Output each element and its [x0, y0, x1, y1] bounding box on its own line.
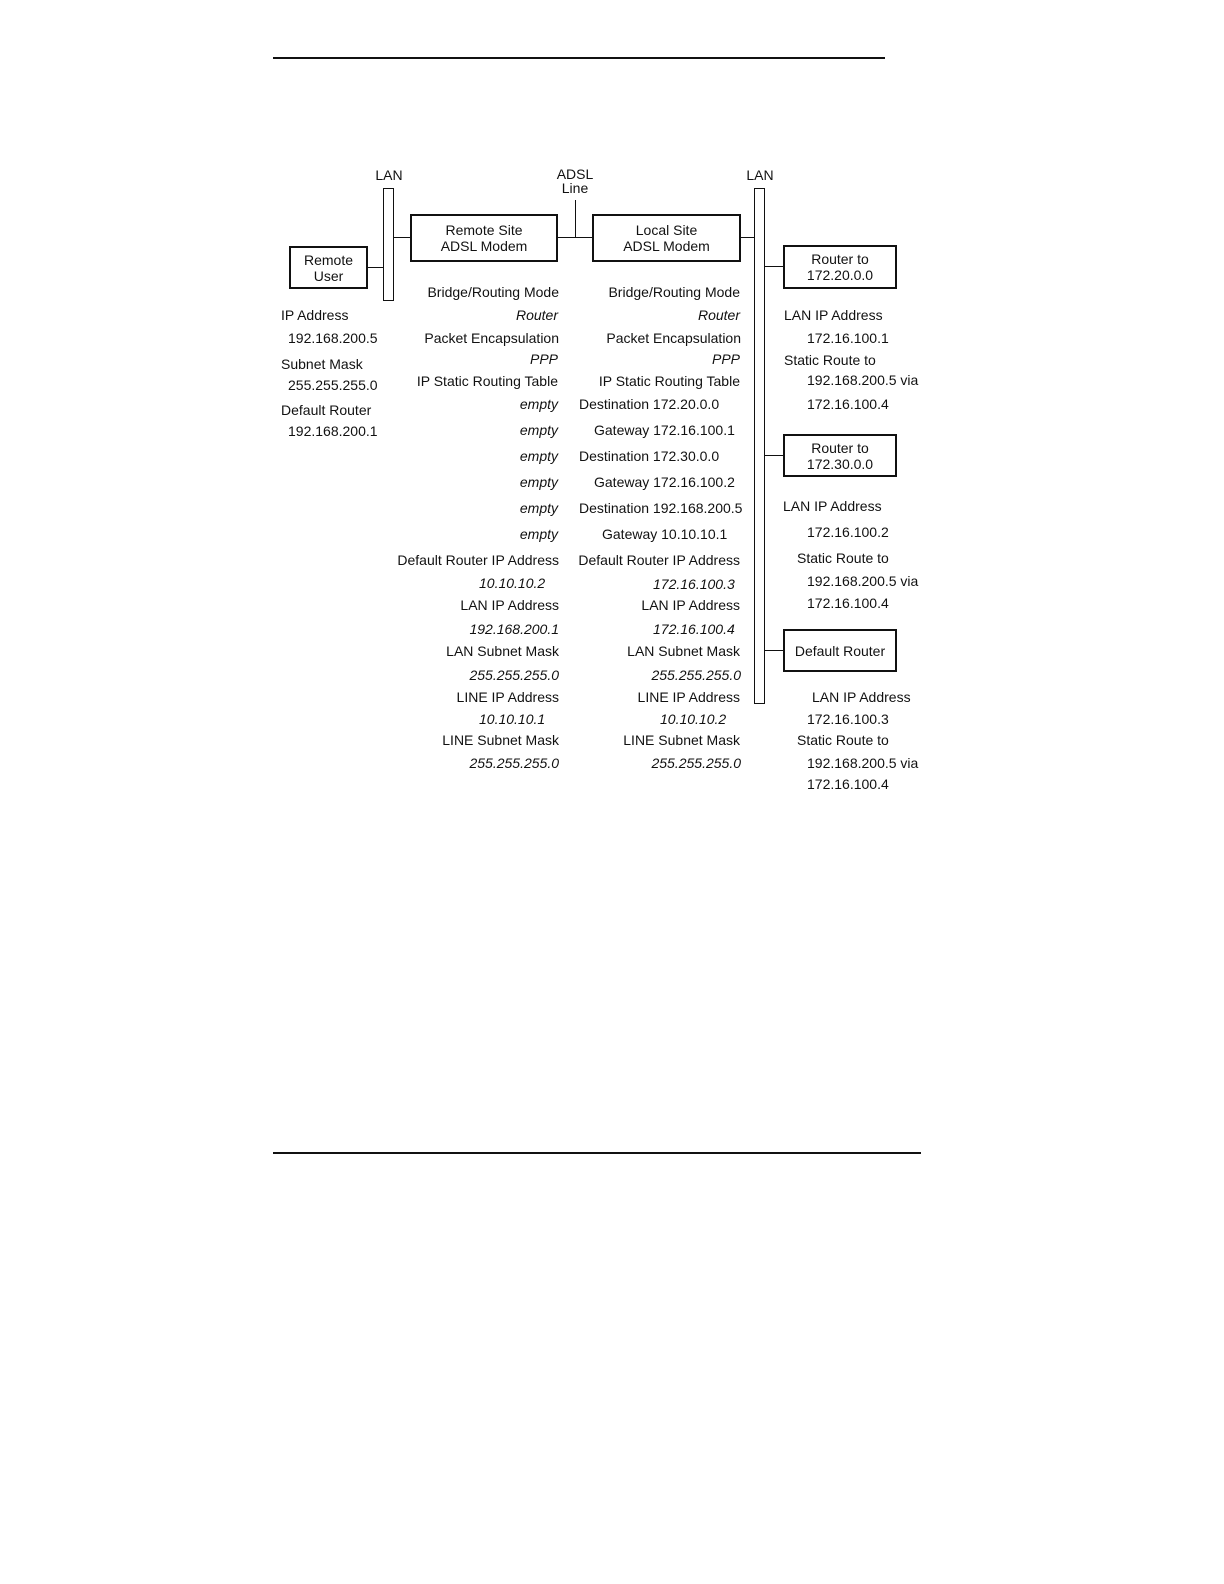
local-modem-route-entry: Gateway 172.16.100.2: [594, 474, 735, 490]
remote-modem-route-entry: empty: [519, 526, 558, 542]
link-adsl-line: [557, 237, 593, 238]
local-modem-line-subnet-value: 255.255.255.0: [651, 755, 741, 771]
link-local-modem-lan: [740, 237, 755, 238]
local-modem-route-entry: Destination 172.20.0.0: [579, 396, 720, 412]
remote-modem-lan-subnet-value: 255.255.255.0: [469, 667, 559, 683]
router-1-box: [783, 245, 897, 289]
default-router-route-gw: 172.16.100.4: [807, 776, 889, 792]
router-2-box: [783, 434, 897, 477]
router-1-route-label: Static Route to: [784, 352, 876, 368]
remote-modem-lan-subnet-label: LAN Subnet Mask: [446, 643, 559, 659]
remote-modem-line-ip-label: LINE IP Address: [456, 689, 559, 705]
remote-user-subnet-label: Subnet Mask: [281, 356, 363, 372]
router-1-box-line-2: 172.20.0.0: [806, 267, 874, 283]
link-lan-remote-modem: [393, 237, 411, 238]
local-modem-box-line-2: ADSL Modem: [623, 238, 710, 254]
router-1-route-gw: 172.16.100.4: [807, 396, 889, 412]
bottom-rule: [273, 1152, 921, 1154]
default-router-box-label: Default Router: [794, 642, 886, 659]
local-modem-default-router-value: 172.16.100.3: [653, 576, 735, 592]
local-modem-route-entry: Destination 192.168.200.5: [579, 500, 743, 516]
remote-modem-line-subnet-value: 255.255.255.0: [469, 755, 559, 771]
link-remote-user-lan: [367, 267, 384, 268]
router-2-box-line-2: 172.30.0.0: [806, 455, 874, 472]
remote-user-ip-label: IP Address: [281, 307, 349, 323]
adsl-line-tick: [575, 200, 576, 237]
remote-modem-route-entry: empty: [519, 474, 558, 490]
remote-modem-lan-ip-value: 192.168.200.1: [469, 621, 559, 637]
default-router-route-dest: 192.168.200.5 via: [807, 755, 919, 771]
router-2-lan-ip-label: LAN IP Address: [783, 498, 882, 514]
router-1-lan-ip-label: LAN IP Address: [784, 307, 883, 323]
default-router-route-label: Static Route to: [797, 732, 889, 748]
local-modem-line-ip-value: 10.10.10.2: [660, 711, 727, 727]
remote-modem-box-line-1: Remote Site: [445, 222, 523, 238]
router-2-lan-ip-value: 172.16.100.2: [807, 524, 889, 540]
remote-modem-route-entry: empty: [519, 448, 558, 464]
remote-user-subnet-value: 255.255.255.0: [288, 377, 378, 393]
remote-modem-default-router-label: Default Router IP Address: [397, 552, 559, 568]
router-2-box-line-1: Router to: [811, 439, 869, 456]
lan-left-label: LAN: [375, 167, 403, 183]
local-modem-routing-table-label: IP Static Routing Table: [598, 373, 740, 389]
router-2-route-gw: 172.16.100.4: [807, 595, 889, 611]
default-router-lan-ip-label: LAN IP Address: [812, 689, 911, 705]
link-lan-router-1: [764, 266, 784, 267]
local-modem-mode-label: Bridge/Routing Mode: [608, 284, 740, 300]
default-router-box: [783, 629, 897, 672]
local-modem-encap-label: Packet Encapsulation: [606, 330, 741, 346]
remote-modem-encap-value: PPP: [529, 351, 558, 367]
remote-modem-line-subnet-label: LINE Subnet Mask: [442, 732, 559, 748]
local-modem-default-router-label: Default Router IP Address: [578, 552, 740, 568]
lan-left-bar: [383, 188, 394, 301]
router-2-route-label: Static Route to: [797, 550, 889, 566]
remote-modem-line-ip-value: 10.10.10.1: [479, 711, 546, 727]
local-modem-box: [592, 214, 741, 262]
remote-modem-box: [410, 214, 558, 262]
lan-right-label: LAN: [746, 167, 774, 183]
local-modem-line-subnet-label: LINE Subnet Mask: [623, 732, 740, 748]
remote-modem-route-entry: empty: [519, 500, 558, 516]
local-modem-route-entry: Gateway 10.10.10.1: [602, 526, 728, 542]
remote-modem-encap-label: Packet Encapsulation: [424, 330, 559, 346]
remote-modem-lan-ip-label: LAN IP Address: [460, 597, 559, 613]
remote-modem-default-router-value: 10.10.10.2: [479, 575, 546, 591]
remote-modem-box-line-2: ADSL Modem: [440, 238, 528, 254]
remote-modem-route-entry: empty: [519, 396, 558, 412]
remote-user-box: [289, 246, 368, 289]
local-modem-encap-value: PPP: [711, 351, 740, 367]
remote-user-router-label: Default Router: [281, 402, 372, 418]
remote-modem-mode-value: Router: [515, 307, 558, 323]
local-modem-route-entry: Destination 172.30.0.0: [579, 448, 720, 464]
remote-user-router-value: 192.168.200.1: [288, 423, 378, 439]
remote-user-box-line-1: Remote: [303, 251, 354, 268]
remote-modem-mode-label: Bridge/Routing Mode: [427, 284, 559, 300]
router-1-route-dest: 192.168.200.5 via: [807, 372, 919, 388]
router-1-lan-ip-value: 172.16.100.1: [807, 330, 889, 346]
default-router-lan-ip-value: 172.16.100.3: [807, 711, 889, 727]
local-modem-line-ip-label: LINE IP Address: [637, 689, 740, 705]
local-modem-mode-value: Router: [697, 307, 740, 323]
local-modem-box-line-1: Local Site: [635, 222, 698, 238]
local-modem-lan-ip-label: LAN IP Address: [641, 597, 740, 613]
local-modem-lan-subnet-value: 255.255.255.0: [651, 667, 741, 683]
local-modem-lan-ip-value: 172.16.100.4: [653, 621, 735, 637]
top-rule: [273, 57, 885, 59]
local-modem-route-entry: Gateway 172.16.100.1: [594, 422, 735, 438]
adsl-line-label-1: ADSL: [556, 166, 594, 182]
router-2-route-dest: 192.168.200.5 via: [807, 573, 919, 589]
remote-modem-routing-table-label: IP Static Routing Table: [416, 373, 558, 389]
router-1-box-line-1: Router to: [811, 251, 869, 267]
remote-user-ip-value: 192.168.200.5: [288, 330, 378, 346]
remote-user-box-line-2: User: [313, 267, 344, 284]
local-modem-lan-subnet-label: LAN Subnet Mask: [627, 643, 740, 659]
link-lan-router-2: [764, 455, 784, 456]
link-lan-default-router: [764, 650, 784, 651]
remote-modem-route-entry: empty: [519, 422, 558, 438]
adsl-line-label-2: Line: [561, 180, 589, 196]
